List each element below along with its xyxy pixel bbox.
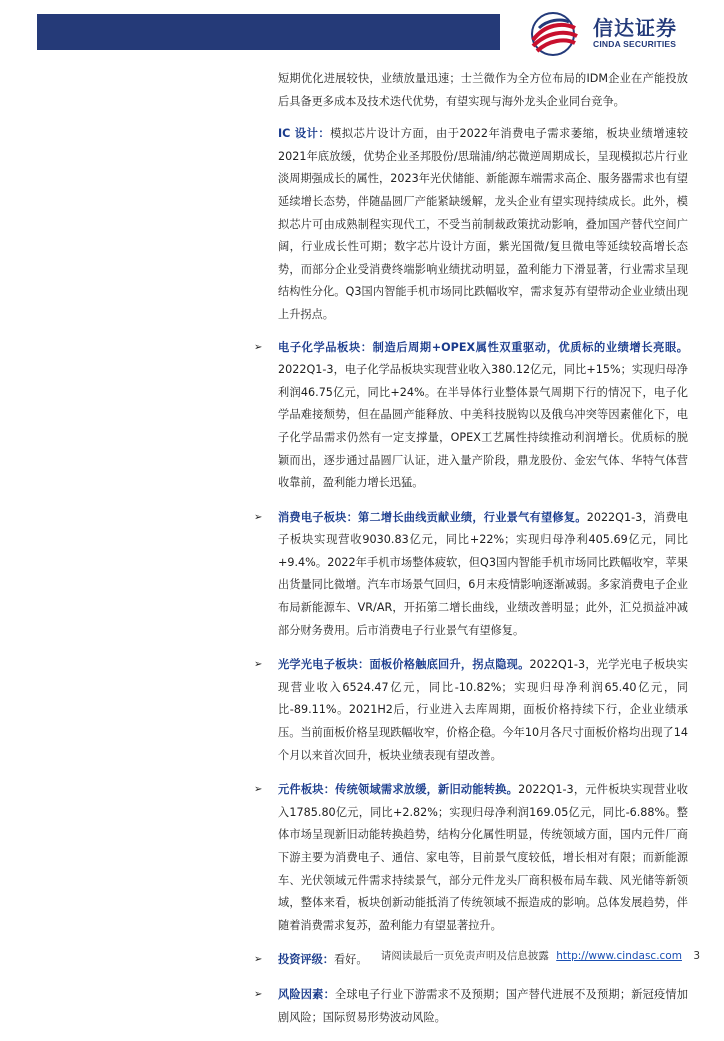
logo-globe-icon <box>523 10 589 58</box>
logo-text-cn: 信达证券 <box>593 16 677 40</box>
ic-design-text: 模拟芯片设计方面，由于2022年消费电子需求萎缩，板块业绩增速较2021年底放缓，优势企业圣邦股份/思瑞浦/纳芯微逆周期成长，呈现模拟芯片行业淡周期强成长的属性，2023年光伏储能、新能源车端需求高企、服务器需求也有望延续增长态势，伴随晶圆厂产能紧缺缓解，龙头企业有望实现持续成长。此外，模拟芯片可由成熟制程实现代工，不受当前制裁政策扰动影响，叠加国产替代空间广阔，行业成长性可期；数字芯片设计方面，紫光国微/复旦微电等延续较高增长态势，而部分企业受消费终端影响业绩扰动明显，盈利能力下滑显著，行业需求呈现结构性分化。Q3国内智能手机市场同比跌幅收窄，需求复苏有望带动企业业绩出现上升拐点。 <box>278 127 688 321</box>
footer-disclaimer: 请阅读最后一页免责声明及信息披露 <box>380 950 549 962</box>
ic-design-label: IC 设计： <box>278 127 331 141</box>
bullet-title: 投资评级： <box>278 953 334 967</box>
page-number: 3 <box>693 950 700 962</box>
arrow-bullet-icon: ➢ <box>254 784 263 796</box>
bullet-optoelectronics <box>254 654 688 767</box>
bullet-risk-factors <box>254 984 688 1029</box>
report-body <box>254 68 688 1041</box>
bullet-text: 2022Q1-3，电子化学品板块实现营业收入380.12亿元，同比+15%；实现归母净利润46.75亿元，同比+24%。在半导体行业整体景气周期下行的情况下，电子化学品难接颓势，但在晶圆产能释放、中美科技脱钩以及俄乌冲突等因素催化下，电子化学品需求仍然有一定支撑量，OPEX工艺属性持续推动利润增长。优质标的脱颖而出，逐步通过晶圆厂认证，进入量产阶段，鼎龙股份、金宏气体、华特气体营收靠前，盈利能力增长迅猛。 <box>278 363 688 490</box>
bullet-text: 2022Q1-3，光学光电子板块实现营业收入6524.47亿元，同比-10.82%；实现归母净利润65.40亿元，同比-89.11%。2021H2后，行业进入去库周期，面板价格持续下行，企业业绩承压。当前面板价格呈现跌幅收窄，价格企稳。今年10月各尺寸面板价格均出现了14个月以来首次回升，板块业绩表现有望改善。 <box>278 658 688 762</box>
logo-text-en: CINDA SECURITIES <box>593 39 677 49</box>
bullet-text: 2022Q1-3，元件板块实现营业收入1785.80亿元，同比+2.82%；实现归母净利润169.05亿元，同比-6.88%。整体市场呈现新旧动能转换趋势，结构分化属性明显，传统领域方面，国内元件厂商下游主要为消费电子、通信、家电等，目前景气度较低，增长相对有限；而新能源车、光伏领域元件需求持续景气，部分元件龙头厂商积极布局车载、风光储等新领域，整体来看，板块创新动能抵消了传统领域不振造成的影响。总体发展趋势，伴随着消费需求复苏，盈利能力有望显著拉升。 <box>278 783 688 932</box>
bullet-title: 光学光电子板块：面板价格触底回升，拐点隐现。 <box>278 658 530 672</box>
arrow-bullet-icon: ➢ <box>254 341 263 353</box>
bullet-title: 消费电子板块：第二增长曲线贡献业绩，行业景气有望修复。 <box>278 510 587 524</box>
bullet-text: 看好。 <box>333 953 368 967</box>
bullet-title: 电子化学品板块：制造后周期+OPEX属性双重驱动，优质标的业绩增长亮眼。 <box>278 340 688 354</box>
arrow-bullet-icon: ➢ <box>254 659 263 671</box>
bullet-consumer-electronics <box>254 507 688 643</box>
bullet-electronic-chemicals <box>254 337 688 495</box>
arrow-bullet-icon: ➢ <box>254 954 263 966</box>
arrow-bullet-icon: ➢ <box>254 511 263 523</box>
bullet-title: 元件板块：传统领域需求放缓，新旧动能转换。 <box>278 783 519 797</box>
footer-website-link[interactable]: http://www.cindasc.com <box>556 950 682 962</box>
ic-design-paragraph <box>278 123 688 326</box>
header-bar <box>37 14 500 50</box>
arrow-bullet-icon: ➢ <box>254 988 263 1000</box>
bullet-text: 全球电子行业下游需求不及预期；国产替代进展不及预期；新冠疫情加剧风险；国际贸易形势波动风险。 <box>278 987 688 1024</box>
intro-paragraph: 短期优化进展较快，业绩放量迅速；士兰微作为全方位布局的IDM企业在产能投放后具备更多成本及技术迭代优势，有望实现与海外龙头企业同台竞争。 <box>278 72 688 108</box>
bullet-title: 风险因素： <box>278 987 335 1001</box>
company-logo <box>523 10 703 58</box>
bullet-text: 2022Q1-3，消费电子板块实现营收9030.83亿元，同比+22%；实现归母净利405.69亿元，同比+9.4%。2022年手机市场整体疲软，但Q3国内智能手机市场同比跌幅收窄，苹果出货量同比微增。汽车市场景气回归，6月末疫情影响逐渐减弱。多家消费电子企业布局新能源车、VR/AR，开拓第二增长曲线，业绩改善明显；此外，汇兑损益冲减部分财务费用。后市消费电子行业景气有望修复。 <box>278 510 688 637</box>
page-footer <box>381 948 700 963</box>
bullet-components <box>254 779 688 937</box>
